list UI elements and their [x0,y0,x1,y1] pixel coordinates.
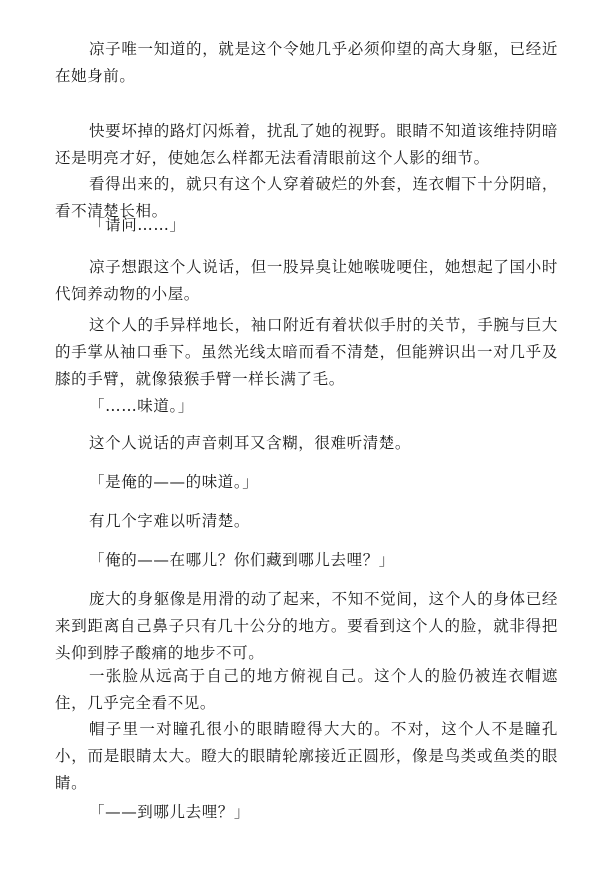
paragraph-9: 「是俺的——的味道。」 [89,473,259,491]
paragraph-10: 有几个字难以听清楚。 [89,512,251,530]
paragraph-11: 「俺的——在哪儿？你们藏到哪儿去哩？」 [89,551,395,569]
paragraph-2: 快要坏掉的路灯闪烁着，扰乱了她的视野。眼睛不知道该维持阴暗还是明亮才好，使她怎么样都无法看清眼前这个人影的细节。 [55,122,558,167]
paragraph-5: 凉子想跟这个人说话，但一股异臭让她喉咙哽住，她想起了国小时代饲养动物的小屋。 [55,258,558,303]
paragraph-4: 「请问……」 [89,216,186,234]
paragraph-15: 「——到哪儿去哩？」 [89,803,251,821]
paragraph-6: 这个人的手异样地长，袖口附近有着状似手肘的关节，手腕与巨大的手掌从袖口垂下。虽然光线太暗而看不清楚，但能辨识出一对几乎及膝的手臂，就像猿猴手臂一样长满了毛。 [55,316,558,388]
paragraph-8: 这个人说话的声音刺耳又含糊，很难听清楚。 [89,434,412,452]
paragraph-3: 看得出来的，就只有这个人穿着破烂的外套，连衣帽下十分阴暗，看不清楚长相。 [55,175,558,220]
document-page [55,0,558,869]
paragraph-7: 「……味道。」 [89,397,194,415]
paragraph-14: 帽子里一对瞳孔很小的眼睛瞪得大大的。不对，这个人不是瞳孔小，而是眼睛太大。瞪大的眼睛轮廓接近正圆形，像是鸟类或鱼类的眼睛。 [55,720,558,792]
paragraph-13: 一张脸从远高于自己的地方俯视自己。这个人的脸仍被连衣帽遮住，几乎完全看不见。 [55,667,558,712]
paragraph-12: 庞大的身躯像是用滑的动了起来，不知不觉间，这个人的身体已经来到距离自己鼻子只有几十公分的地方。要看到这个人的脸，就非得把头仰到脖子酸痛的地步不可。 [55,590,558,662]
paragraph-1: 凉子唯一知道的，就是这个令她几乎必须仰望的高大身躯，已经近在她身前。 [55,40,558,85]
